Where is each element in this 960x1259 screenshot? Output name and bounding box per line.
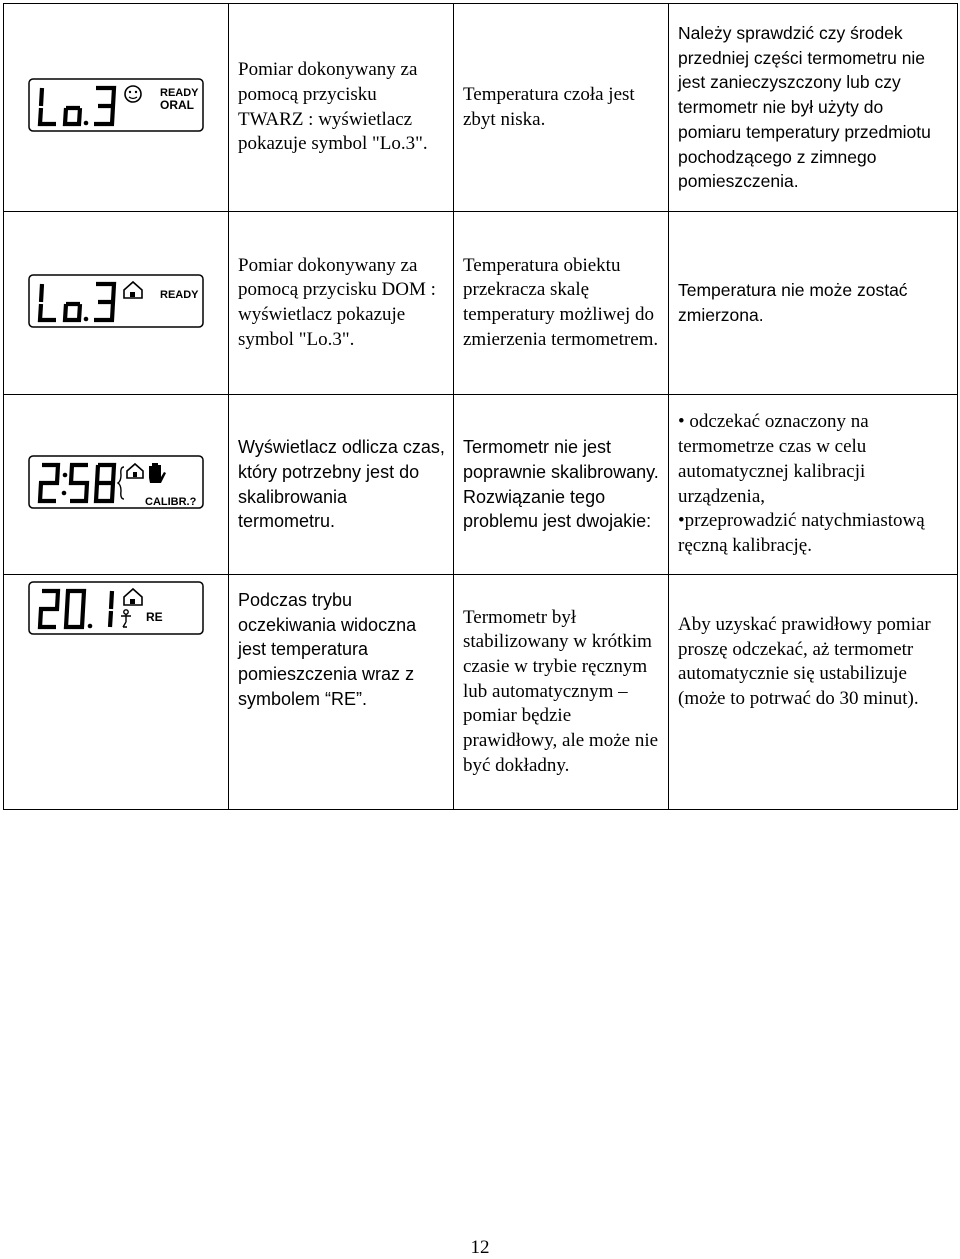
table-row: [4, 395, 958, 575]
solution-text: Aby uzyskać prawidłowy pomiar proszę odczekać, aż termometr automatycznie się ustabilizuje (może to potrwać do 30 minut).: [678, 614, 931, 710]
lcd-label: READY: [160, 87, 199, 99]
solution-text: Należy sprawdzić czy środek przedniej części termometru nie jest zanieczyszczony lub czy termometr nie był użyty do pomiaru temperatury przedmiotu pochodzącego z zimnego pomieszczenia.: [678, 22, 931, 192]
solution-list: [669, 410, 957, 558]
cause-text: Temperatura obiektu przekracza skalę temperatury możliwej do zmierzenia termometrem.: [463, 254, 659, 350]
condition-text: Pomiar dokonywany za pomocą przycisku DOM : wyświetlacz pokazuje symbol "Lo.3".: [238, 254, 436, 350]
page-number: 12: [470, 1237, 490, 1258]
troubleshooting-table: [3, 3, 958, 810]
lcd-display-calibration: [28, 455, 204, 509]
lcd-label: READY: [160, 288, 199, 301]
lcd-display-cell: [4, 575, 229, 810]
table-row: [4, 4, 958, 212]
table-row: [4, 212, 958, 395]
lcd-label: CALIBR.?: [145, 496, 197, 508]
solution-text: Temperatura nie może zostać zmierzona.: [678, 280, 908, 325]
cause-text: Temperatura czoła jest zbyt niska.: [463, 83, 635, 130]
lcd-display-room-temp: [28, 581, 204, 635]
cause-text: Termometr nie jest poprawnie skalibrowany. Rozwiązanie tego problemu jest dwojakie:: [463, 437, 659, 532]
condition-text: Pomiar dokonywany za pomocą przycisku TWARZ : wyświetlacz pokazuje symbol "Lo.3".: [238, 59, 428, 155]
lcd-label: ORAL: [160, 98, 194, 112]
condition-text: Wyświetlacz odlicza czas, który potrzebny jest do skalibrowania termometru.: [238, 437, 445, 532]
lcd-display-lo3-ready: [28, 274, 204, 328]
lcd-display-cell: [4, 212, 229, 395]
lcd-display-cell: [4, 4, 229, 212]
lcd-display-cell: [4, 395, 229, 575]
condition-text: Podczas trybu oczekiwania widoczna jest temperatura pomieszczenia wraz z symbolem “RE”.: [238, 590, 417, 709]
lcd-label: RE: [146, 610, 163, 624]
lcd-display-lo3-oral: [28, 78, 204, 132]
cause-text: Termometr był stabilizowany w krótkim czasie w trybie ręcznym lub automatycznym – pomiar będzie prawidłowy, ale może nie być dokładny.: [463, 606, 659, 776]
table-row: [4, 575, 958, 810]
solution-bullet: •przeprowadzić natychmiastową ręczną kalibrację.: [678, 510, 925, 556]
solution-bullet: • odczekać oznaczony na termometrze czas w celu automatycznej kalibracji urządzenia,: [678, 411, 869, 507]
